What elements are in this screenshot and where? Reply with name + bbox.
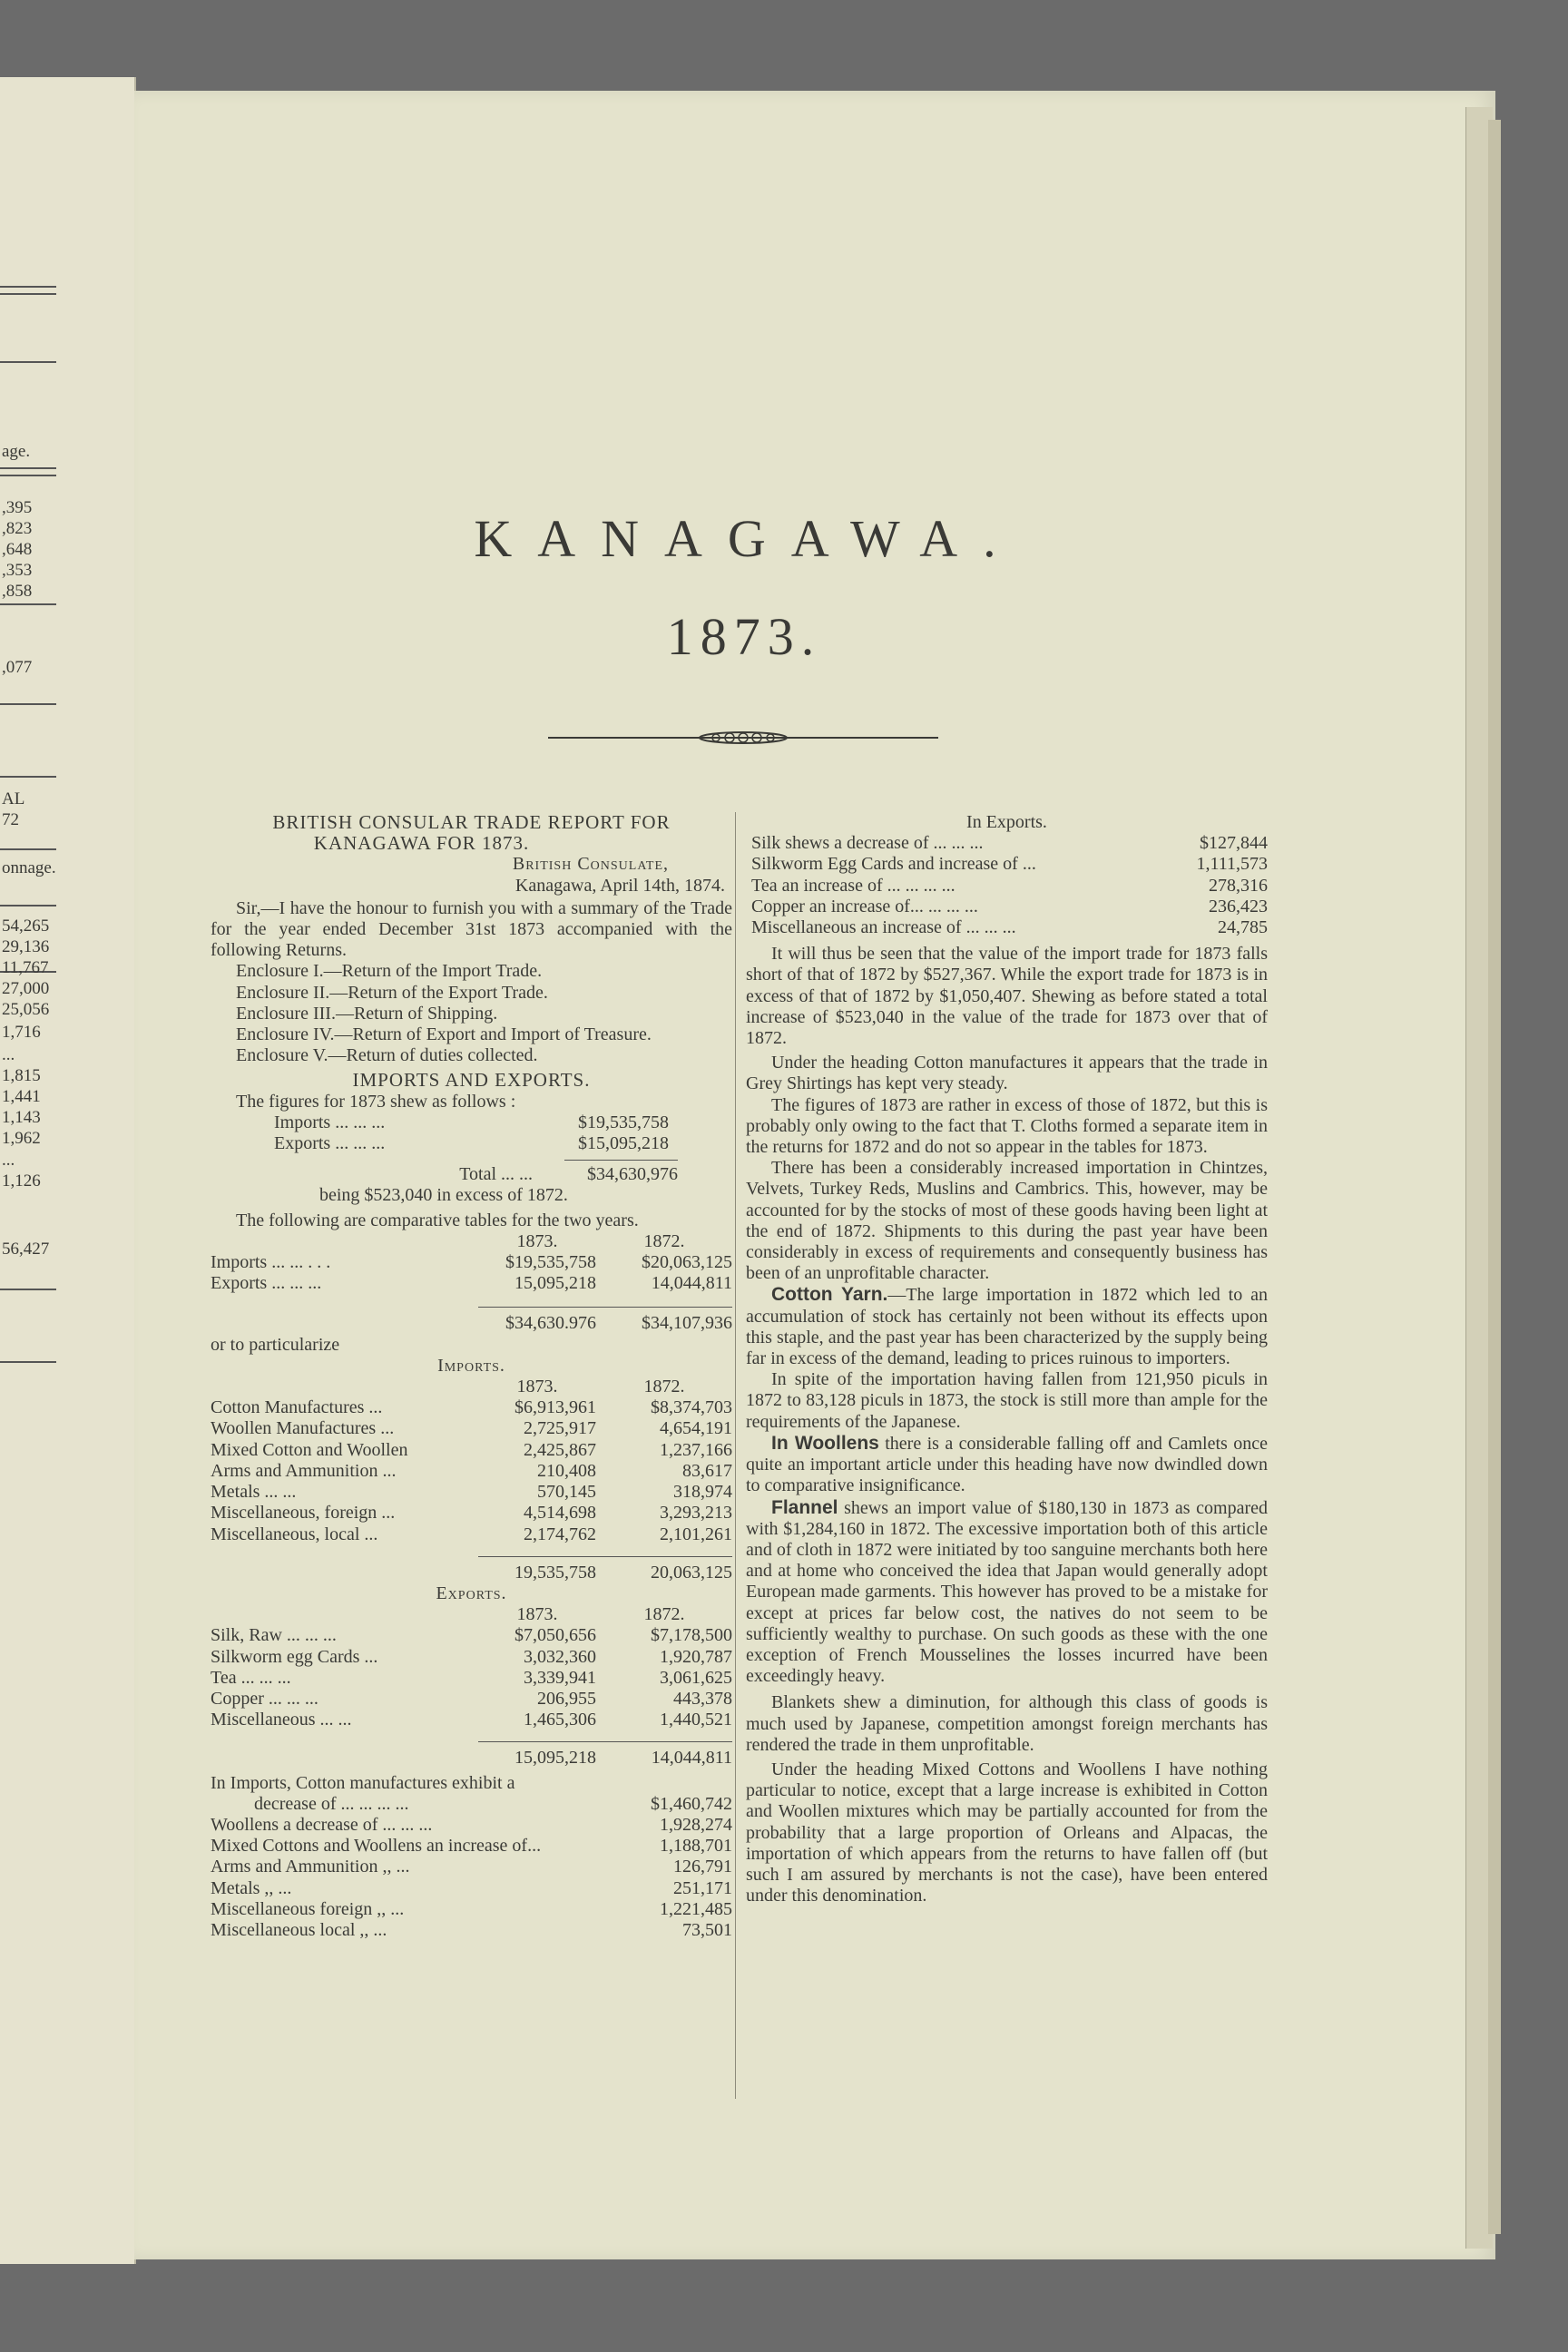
row-value: 73,501: [682, 1919, 732, 1940]
year-1872: 1872.: [643, 1377, 685, 1397]
exports-total-1872: 14,044,811: [596, 1741, 732, 1769]
consulate-line: British Consulate,: [512, 854, 669, 875]
exports-row: [211, 1689, 732, 1710]
facing-page-fragment: 1,962: [2, 1129, 41, 1148]
imports-table: [211, 1397, 732, 1544]
cotton-yarn-heading: Cotton Yarn.: [771, 1284, 888, 1306]
row-label: Imports ... ... . . .: [211, 1252, 331, 1273]
paragraph: Under the heading Mixed Cottons and Woollens I have nothing particular to notice, except that a large increase is exhibited in Cotton and Woollen mixtures which may be partially accounted for from the probability that a large proportion of Orleans and Alpacas, the importation of which appears from the returns to have fallen off (but such I am assured by merchants is not the case), have been entered under this denomination.: [746, 1759, 1268, 1906]
value-1872: 3,293,213: [660, 1503, 732, 1524]
salutation-paragraph: Sir,—I have the honour to furnish you with a summary of the Trade for the year ended December 31st 1873 accompanied with the following Returns.: [211, 897, 732, 961]
facing-page-fragment: ,395: [2, 498, 33, 517]
row-label: Mixed Cotton and Woollen: [211, 1439, 408, 1460]
row-value: 1,111,573: [1196, 854, 1268, 875]
row-value: $19,535,758: [578, 1112, 669, 1132]
value-1873: 206,955: [537, 1688, 596, 1709]
facing-page-fragment: 29,136: [2, 937, 50, 956]
row-label: Miscellaneous local ,, ...: [211, 1919, 387, 1940]
value-1872: 443,378: [673, 1688, 732, 1709]
value-1872: 318,974: [673, 1482, 732, 1503]
row-label: Mixed Cottons and Woollens an increase of...: [211, 1836, 542, 1857]
row-label: Imports ... ... ...: [274, 1112, 386, 1132]
exports-title: Exports.: [436, 1583, 507, 1603]
divider: [0, 467, 56, 469]
row-label: Silkworm egg Cards ...: [211, 1646, 378, 1667]
row-label: Miscellaneous, foreign ...: [211, 1503, 396, 1524]
imports-title: Imports.: [437, 1355, 505, 1376]
exports-row: [211, 1625, 732, 1646]
row-label: Silkworm Egg Cards and increase of ...: [751, 854, 1036, 875]
imports-row: [211, 1482, 732, 1503]
paragraph-text: there is a considerable falling off and Camlets once quite an important article under this heading have now dwindled down to comparative insignificance.: [746, 1433, 1268, 1496]
changes-intro: In Imports, Cotton manufactures exhibit a: [211, 1772, 515, 1793]
divider: [0, 1361, 56, 1363]
value-1872: 1,237,166: [660, 1439, 732, 1460]
divider: [0, 286, 56, 288]
value-1873: 2,174,762: [524, 1524, 596, 1544]
divider: [0, 361, 56, 363]
row-label: Miscellaneous foreign ,, ...: [211, 1898, 405, 1919]
page-edge: [1488, 120, 1501, 2234]
year-1872: 1872.: [643, 1604, 685, 1625]
row-value: 1,188,701: [660, 1836, 732, 1857]
row-label: Tea an increase of ... ... ... ...: [751, 875, 956, 896]
enclosure-list: [211, 961, 732, 1066]
comparative-row: [211, 1252, 732, 1273]
row-label: Tea ... ... ...: [211, 1667, 291, 1688]
paragraph-text: shews an import value of $180,130 in 1873 as compared with $1,284,160 in 1872. The excessive importation both of this article and of cloth in 1872 were initiated by too sanguine merchants both here and at home who conceived the idea that Japan would generally adopt European made garments. This however has proved to be a mistake for except at prices far below cost, the natives do not seem to be sufficiently wealthy to purchase. On such goods as these with the one exception of French Mousselines the losses incurred have been exceedingly heavy.: [746, 1497, 1268, 1687]
value-1873: 3,339,941: [524, 1667, 596, 1688]
imports-total-row: [211, 1556, 732, 1583]
export-change-row: [751, 876, 1268, 897]
exports-year-header: [211, 1604, 732, 1625]
facing-page: [0, 77, 136, 2264]
paragraph: In spite of the importation having fallen from 121,950 piculs in 1872 to 83,128 piculs in 1873, the stock is still more than ample for the requirements of the Japanese.: [746, 1369, 1268, 1432]
export-change-row: [751, 897, 1268, 917]
facing-page-fragment: 1,441: [2, 1087, 41, 1106]
paragraph-woollens: [746, 1433, 1268, 1497]
value-1873: 2,425,867: [524, 1439, 596, 1460]
changes-table: [211, 1794, 732, 1941]
paragraph: It will thus be seen that the value of the import trade for 1873 falls short of that of 1872 by $527,367. While the export trade for 1873 is in excess of that of 1872 by $1,050,407. Shewing as before stated a total increase of $523,040 in the value of the trade for 1873 over that of 1872.: [746, 944, 1268, 1049]
change-row: [211, 1794, 732, 1815]
value-1872: 1,440,521: [660, 1710, 732, 1730]
enclosure-item: Enclosure V.—Return of duties collected.: [236, 1045, 538, 1066]
report-heading: BRITISH CONSULAR TRADE REPORT FOR: [272, 811, 671, 833]
value-1872: $8,374,703: [651, 1397, 732, 1418]
imports-total-1873: 19,535,758: [478, 1556, 596, 1583]
value-1873: $7,050,656: [514, 1625, 596, 1646]
facing-page-fragment: 25,056: [2, 1000, 50, 1019]
imports-row: [211, 1418, 732, 1439]
facing-page-fragment: onnage.: [2, 858, 56, 877]
year-1873: 1873.: [516, 1604, 558, 1625]
change-row: [211, 1899, 732, 1920]
change-row: [211, 1920, 732, 1941]
imports-total-1872: 20,063,125: [596, 1556, 732, 1583]
summary-row: [274, 1112, 669, 1133]
flannel-heading: Flannel: [771, 1496, 838, 1518]
row-label: Exports ... ... ...: [274, 1133, 386, 1154]
row-value: 24,785: [1218, 917, 1268, 938]
excess-text: being $523,040 in excess of 1872.: [319, 1185, 568, 1206]
value-1873: 210,408: [537, 1460, 596, 1481]
exports-total-row: [211, 1741, 732, 1769]
exports-row: [211, 1647, 732, 1668]
woollens-heading: In Woollens: [771, 1432, 879, 1454]
facing-page-fragment: ,823: [2, 519, 33, 538]
imports-row: [211, 1461, 732, 1482]
comparative-total-row: [211, 1307, 732, 1334]
divider: [0, 475, 56, 476]
exports-heading: In Exports.: [966, 812, 1047, 832]
paragraph: The figures of 1873 are rather in excess of those of 1872, but this is probably only owing to the fact that T. Cloths formed a separate item in the returns for 1872 and do not so appear in the tables for 1873.: [746, 1094, 1268, 1158]
divider: [0, 703, 56, 705]
change-row: [211, 1857, 732, 1877]
paragraph-text: —The large importation in 1872 which led to an accumulation of stock has certainly not been without its effects upon this staple, and the past year has been characterized by the supply being far in excess of the demand, leading to prices ruinous to importers.: [746, 1285, 1269, 1369]
facing-page-fragment: 1,126: [2, 1171, 41, 1191]
value-1873: 2,725,917: [524, 1418, 596, 1439]
value-1873: $6,913,961: [514, 1397, 596, 1418]
divider: [0, 1289, 56, 1290]
row-label: Woollens a decrease of ... ... ...: [211, 1814, 433, 1835]
comparative-row: [211, 1273, 732, 1294]
exports-total-1873: 15,095,218: [478, 1741, 596, 1769]
row-label: Exports ... ... ...: [211, 1273, 322, 1294]
year-1873: 1873.: [516, 1377, 558, 1397]
export-change-row: [751, 854, 1268, 875]
row-label: Cotton Manufactures ...: [211, 1397, 383, 1418]
exports-changes-table: [746, 833, 1268, 938]
total-row: [211, 1164, 678, 1185]
value-1872: $7,178,500: [651, 1625, 732, 1646]
value-1872: 14,044,811: [651, 1273, 732, 1294]
divider: [0, 603, 56, 605]
facing-page-fragment: 11,767: [2, 958, 49, 977]
enclosure-item: Enclosure I.—Return of the Import Trade.: [236, 961, 543, 982]
facing-page-fragment: AL: [2, 789, 25, 808]
dateline: Kanagawa, April 14th, 1874.: [514, 875, 725, 896]
report-heading-2: KANAGAWA FOR 1873.: [313, 832, 530, 855]
row-value: 1,221,485: [660, 1898, 732, 1919]
paragraph-flannel: [746, 1497, 1268, 1688]
row-value: 126,791: [673, 1857, 732, 1877]
page-year: 1873.: [666, 607, 822, 666]
column-divider: [735, 812, 736, 2099]
export-change-row: [751, 917, 1268, 938]
row-label: Miscellaneous ... ...: [211, 1710, 352, 1730]
value-1873: 4,514,698: [524, 1503, 596, 1524]
imports-row: [211, 1524, 732, 1545]
value-1872: 83,617: [682, 1460, 732, 1481]
facing-page-fragment: 1,815: [2, 1066, 41, 1085]
divider: [564, 1160, 678, 1161]
facing-page-fragment: 56,427: [2, 1240, 50, 1259]
facing-page-fragment: ,858: [2, 582, 33, 601]
row-value: $127,844: [1200, 833, 1268, 854]
value-1872: 1,920,787: [660, 1646, 732, 1667]
divider: [0, 848, 56, 850]
paragraph: Blankets shew a diminution, for although this class of goods is much used by Japanese, competition amongst foreign merchants has rendered the trade in them unprofitable.: [746, 1692, 1268, 1755]
total-label: Total ... ...: [459, 1164, 533, 1185]
row-label: Arms and Ammunition ...: [211, 1460, 397, 1481]
particularize-text: or to particularize: [211, 1334, 340, 1355]
paragraph: Under the heading Cotton manufactures it appears that the trade in Grey Shirtings has kept very steady.: [746, 1053, 1268, 1094]
paragraph-cotton-yarn: [746, 1284, 1268, 1369]
comparative-year-header: [211, 1231, 732, 1252]
paragraph: There has been a considerably increased importation in Chintzes, Velvets, Turkey Reds, Muslins and Cambrics. This, however, may be accounted for by the stocks of most of these goods having been light at the end of 1872. Shipments to this during the past year have been considerably in excess of requirements and consequently business has been of an unprofitable character.: [746, 1158, 1268, 1284]
summary-row: [274, 1133, 669, 1154]
row-value: $15,095,218: [578, 1133, 669, 1154]
facing-page-fragment: 72: [2, 810, 19, 829]
divider: [0, 776, 56, 778]
facing-page-fragment: age.: [2, 442, 31, 461]
row-label: Metals ... ...: [211, 1482, 297, 1503]
row-label: Miscellaneous, local ...: [211, 1524, 378, 1544]
change-row: [211, 1815, 732, 1836]
value-1872: 3,061,625: [660, 1667, 732, 1688]
year-1872: 1872.: [643, 1230, 685, 1251]
comparative-intro: The following are comparative tables for the two years.: [236, 1210, 639, 1230]
row-label: Copper an increase of... ... ... ...: [751, 896, 978, 916]
facing-page-fragment: ,077: [2, 658, 33, 677]
value-1872: 2,101,261: [660, 1524, 732, 1544]
facing-page-fragment: 54,265: [2, 916, 50, 936]
summary-table: [211, 1112, 669, 1154]
change-row: [211, 1878, 732, 1899]
imports-row: [211, 1503, 732, 1524]
facing-page-fragment: ...: [2, 1045, 15, 1064]
value-1873: $19,535,758: [505, 1252, 596, 1273]
row-label: decrease of ... ... ... ...: [254, 1793, 409, 1814]
facing-page-fragment: ...: [2, 1151, 15, 1170]
row-value: $1,460,742: [651, 1793, 732, 1814]
row-value: 278,316: [1209, 875, 1268, 896]
row-value: 251,171: [673, 1877, 732, 1898]
value-1873: 570,145: [537, 1482, 596, 1503]
total-value: $34,630,976: [587, 1164, 678, 1185]
value-1872: 4,654,191: [660, 1418, 732, 1439]
facing-page-fragment: ,648: [2, 540, 33, 559]
value-1873: 15,095,218: [514, 1273, 596, 1294]
change-row: [211, 1836, 732, 1857]
facing-page-fragment: 1,143: [2, 1108, 41, 1127]
left-column: [211, 812, 732, 1941]
right-column: [746, 812, 1268, 1906]
comp-total-1873: $34,630.976: [478, 1307, 596, 1334]
enclosure-item: Enclosure II.—Return of the Export Trade.: [236, 982, 548, 1003]
facing-page-fragment: 27,000: [2, 979, 50, 998]
exports-row: [211, 1710, 732, 1730]
divider: [0, 293, 56, 295]
value-1872: $20,063,125: [642, 1252, 732, 1273]
row-label: Silk, Raw ... ... ...: [211, 1625, 337, 1646]
exports-row: [211, 1668, 732, 1689]
row-label: Copper ... ... ...: [211, 1688, 318, 1709]
facing-page-fragment: ,353: [2, 561, 33, 580]
imports-year-header: [211, 1377, 732, 1397]
comp-total-1872: $34,107,936: [596, 1307, 732, 1334]
value-1873: 3,032,360: [524, 1646, 596, 1667]
row-value: 236,423: [1209, 896, 1268, 916]
page-title: KANAGAWA.: [474, 509, 1022, 568]
facing-page-fragment: 1,716: [2, 1023, 41, 1042]
figures-intro: The figures for 1873 shew as follows :: [236, 1091, 516, 1112]
divider: [0, 905, 56, 906]
exports-table: [211, 1625, 732, 1730]
imports-row: [211, 1397, 732, 1418]
year-1873: 1873.: [516, 1230, 558, 1251]
row-label: Woollen Manufactures ...: [211, 1418, 395, 1439]
comparative-table: [211, 1252, 732, 1294]
imports-row: [211, 1440, 732, 1461]
ornament-rule: [548, 726, 938, 750]
section-title: IMPORTS AND EXPORTS.: [352, 1069, 591, 1092]
enclosure-item: Enclosure III.—Return of Shipping.: [236, 1003, 498, 1024]
row-value: 1,928,274: [660, 1814, 732, 1835]
value-1873: 1,465,306: [524, 1710, 596, 1730]
export-change-row: [751, 833, 1268, 854]
enclosure-item: Enclosure IV.—Return of Export and Import of Treasure.: [236, 1024, 652, 1045]
row-label: Silk shews a decrease of ... ... ...: [751, 833, 984, 854]
row-label: Metals ,, ...: [211, 1877, 292, 1898]
row-label: Arms and Ammunition ,, ...: [211, 1857, 410, 1877]
row-label: Miscellaneous an increase of ... ... ...: [751, 917, 1016, 938]
